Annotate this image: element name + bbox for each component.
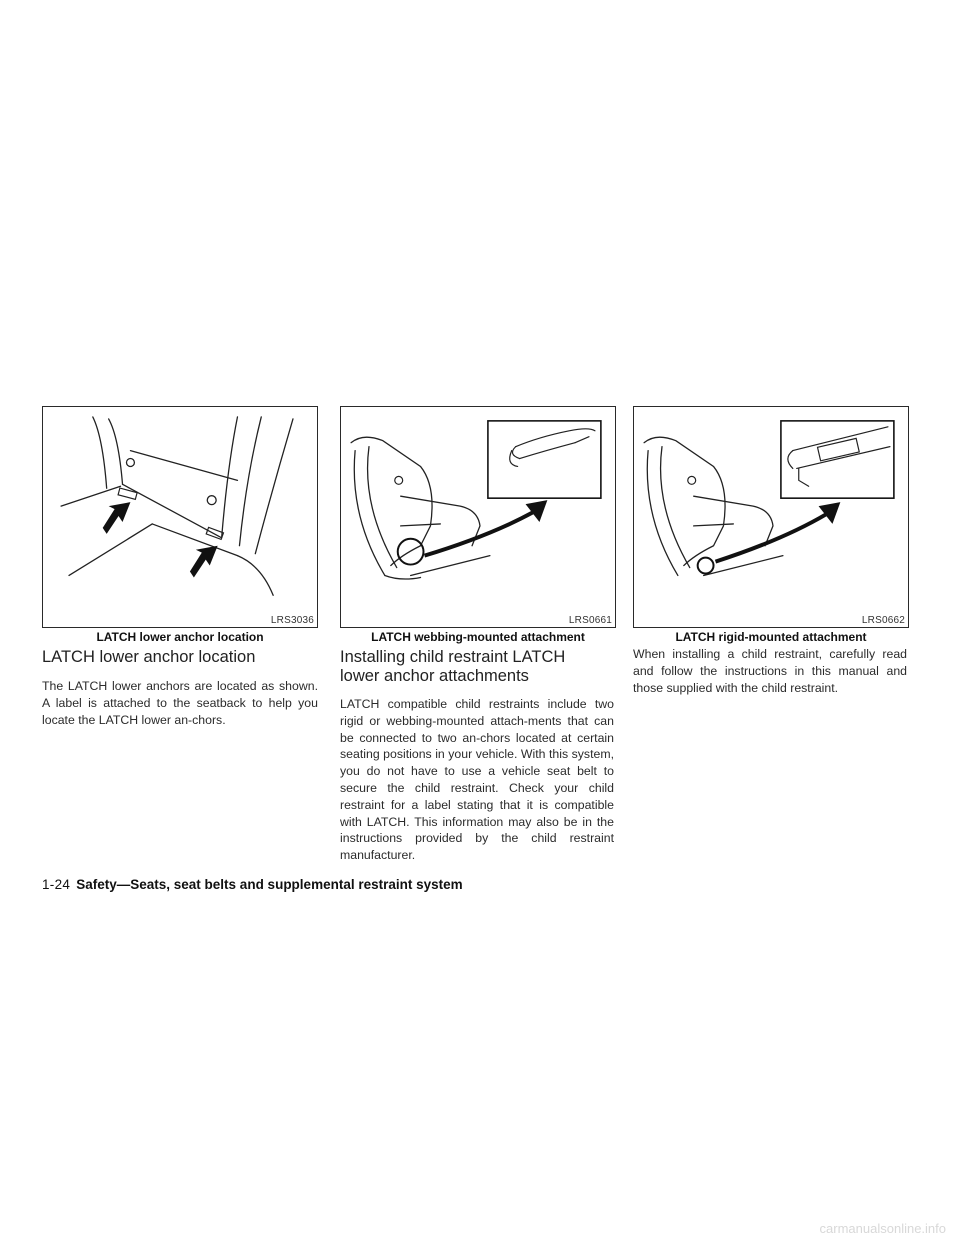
page-footer	[42, 877, 463, 892]
watermark: carmanualsonline.info	[819, 1221, 946, 1236]
section-title: Safety—Seats, seat belts and supplemental restraint system	[76, 877, 463, 892]
section-heading: LATCH lower anchor location	[42, 648, 256, 666]
figure-webbing-mounted	[340, 406, 616, 628]
figure-code: LRS0661	[568, 615, 612, 626]
page-number: 1-24	[42, 877, 71, 892]
section-heading-line: lower anchor attachments	[340, 667, 529, 685]
figure-caption: LATCH lower anchor location	[96, 630, 264, 644]
seat-anchor-illustration	[43, 407, 317, 627]
child-seat-rigid-illustration	[634, 407, 908, 627]
figure-caption: LATCH rigid-mounted attachment	[675, 630, 867, 644]
figure-rigid-mounted	[633, 406, 909, 628]
figure-code: LRS0662	[861, 615, 905, 626]
figure-caption: LATCH webbing-mounted attachment	[371, 630, 585, 644]
arrow-icon	[526, 500, 548, 522]
figure-lower-anchor-location	[42, 406, 318, 628]
arrow-icon	[103, 502, 131, 534]
arrow-icon	[819, 502, 841, 524]
section-heading	[340, 648, 616, 686]
figure-code: LRS3036	[270, 615, 314, 626]
body-paragraph: When installing a child restraint, carefully read and follow the instructions in this manual and those supplied with the child restraint.	[633, 647, 907, 695]
section-heading-line: Installing child restraint LATCH	[340, 648, 566, 666]
body-paragraph: The LATCH lower anchors are located as shown. A label is attached to the seatback to help you locate the LATCH lower an-chors.	[42, 679, 318, 727]
body-paragraph: LATCH compatible child restraints include two rigid or webbing-mounted attach-ments that can be connected to two an-chors located at certain seating positions in your vehicle. With this system, you do not have to use a vehicle seat belt to secure the child restraint. Check your child restraint for a label stating that it is compatible with LATCH. This information may also be in the instructions provided by the child restraint manufacturer.	[340, 697, 614, 863]
arrow-icon	[190, 546, 218, 578]
child-seat-webbing-illustration	[341, 407, 615, 627]
